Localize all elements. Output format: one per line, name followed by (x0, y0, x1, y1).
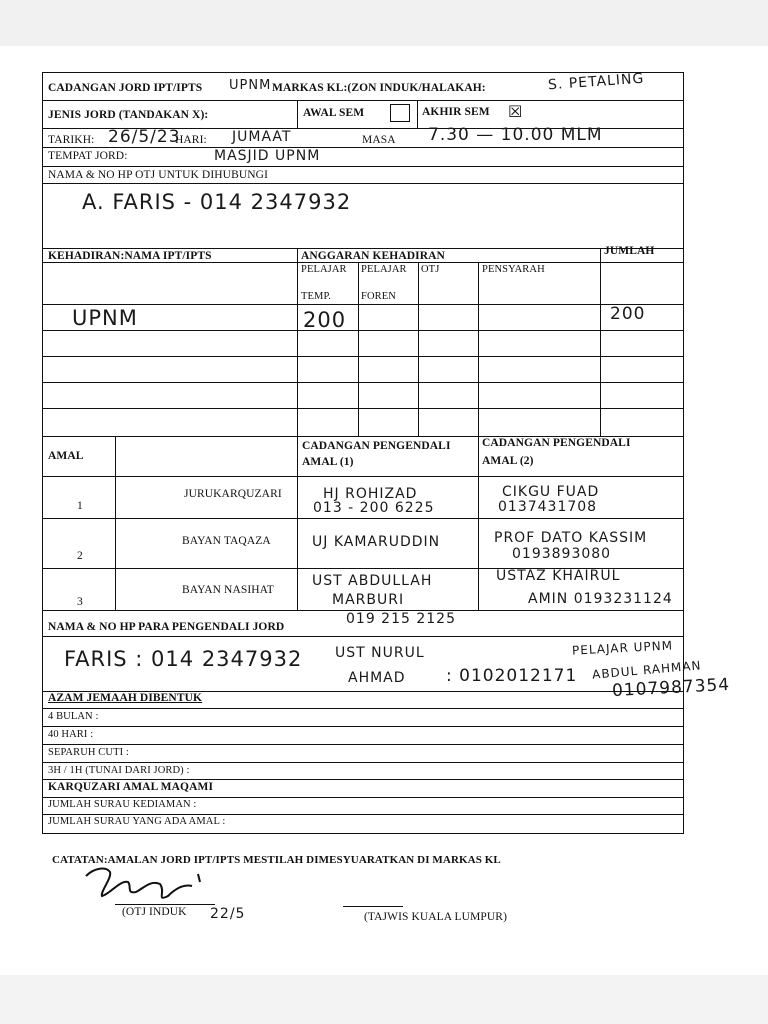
tarikh-label: TARIKH: (48, 134, 95, 146)
amal-row3-p2a: USTAZ KHAIRUL (496, 568, 621, 584)
azam-4-bulan: 4 BULAN : (48, 711, 99, 722)
otj-induk-label: (OTJ INDUK (122, 906, 187, 918)
masa-label: MASA (362, 134, 396, 146)
amal-row1-name: JURUKARQUZARI (184, 488, 282, 500)
title-ipt-handwritten: UPNM (229, 78, 272, 93)
azam-separuh-cuti: SEPARUH CUTI : (48, 747, 129, 758)
akhir-sem-label: AKHIR SEM (422, 106, 490, 118)
amal-row1-p2b: 0137431708 (498, 499, 598, 515)
handler-extra-phone: 019 215 2125 (346, 611, 456, 627)
sub-pelajar-foren-1: PELAJAR (361, 264, 407, 275)
awal-sem-checkbox[interactable] (390, 104, 410, 122)
tajwis-signature-line (343, 906, 403, 907)
pengendali2-header: CADANGAN PENGENDALI (482, 437, 631, 449)
amal-row2-name: BAYAN TAQAZA (182, 535, 271, 547)
attendance-row1-total: 200 (610, 304, 646, 324)
handler-1: FARIS : 014 2347932 (64, 647, 303, 671)
handler-3-name-a: PELAJAR UPNM (571, 638, 674, 658)
amal-row3-no: 3 (77, 596, 83, 608)
handlers-label: NAMA & NO HP PARA PENGENDALI JORD (48, 621, 285, 633)
masa-value: 7.30 — 10.00 MLM (428, 125, 603, 145)
amal-row2-p2b: 0193893080 (512, 546, 612, 562)
tarikh-value: 26/5/23 (108, 127, 181, 147)
form-border (42, 72, 684, 834)
handler-2-name-a: UST NURUL (335, 645, 425, 661)
amal-row1-p2a: CIKGU FUAD (502, 484, 600, 500)
amal-row2-p1a: UJ KAMARUDDIN (312, 534, 441, 550)
title-suffix: MARKAS KL:(ZON INDUK/HALAKAH: (272, 82, 486, 94)
catatan-note: CATATAN:AMALAN JORD IPT/IPTS MESTILAH DIMESYUARATKAN DI MARKAS KL (52, 854, 501, 866)
tempat-value: MASJID UPNM (214, 148, 321, 164)
amal-row1-no: 1 (77, 500, 83, 512)
zone-value: S. PETALING (547, 70, 645, 94)
amal-row1-p1a: HJ ROHIZAD (323, 486, 418, 502)
title-prefix: CADANGAN JORD IPT/IPTS (48, 82, 203, 94)
sub-pelajar-temp-1: PELAJAR (301, 264, 347, 275)
handler-2-phone: : 0102012171 (446, 666, 578, 686)
kehadiran-header: KEHADIRAN:NAMA IPT/IPTS (48, 250, 212, 262)
amal-row2-p2a: PROF DATO KASSIM (494, 530, 648, 546)
otj-induk-signature (80, 862, 220, 906)
handler-2-name-b: AHMAD (348, 670, 406, 686)
amal-row3-p1b: MARBURI (332, 592, 405, 608)
handler-3-phone: 0107987354 (611, 674, 731, 702)
otj-contact-value: A. FARIS - 014 2347932 (82, 190, 352, 214)
tempat-label: TEMPAT JORD: (48, 150, 128, 162)
hari-label: HARI: (175, 134, 207, 146)
amal-header: AMAL (48, 450, 84, 462)
anggaran-header: ANGGARAN KEHADIRAN (301, 250, 445, 262)
tajwis-label: (TAJWIS KUALA LUMPUR) (364, 911, 508, 923)
awal-sem-label: AWAL SEM (303, 107, 365, 119)
jumlah-surau-kediaman: JUMLAH SURAU KEDIAMAN : (48, 799, 197, 810)
pengendali2-header-b: AMAL (2) (482, 455, 534, 467)
sub-pensyarah: PENSYARAH (482, 264, 545, 275)
handler-3-name-b: ABDUL RAHMAN (591, 658, 702, 682)
hari-value: JUMAAT (232, 129, 292, 145)
sub-pelajar-temp-2: TEMP. (301, 291, 331, 302)
karquzari-label: KARQUZARI AMAL MAQAMI (48, 781, 214, 793)
pengendali1-header: CADANGAN PENGENDALI (302, 440, 451, 452)
otj-induk-date: 22/5 (210, 906, 246, 922)
jumlah-header: JUMLAH (604, 245, 655, 257)
azam-40-hari: 40 HARI : (48, 729, 94, 740)
jumlah-surau-ada-amal: JUMLAH SURAU YANG ADA AMAL : (48, 816, 226, 827)
otj-induk-signature-line (115, 904, 215, 905)
azam-label: AZAM JEMAAH DIBENTUK (48, 692, 203, 704)
amal-row3-p1a: UST ABDULLAH (312, 573, 433, 589)
amal-row3-p2b: AMIN 0193231124 (528, 591, 673, 607)
amal-row2-no: 2 (77, 550, 83, 562)
akhir-sem-checkbox[interactable]: ☒ (508, 102, 523, 121)
amal-row3-name: BAYAN NASIHAT (182, 584, 274, 596)
sub-otj: OTJ (421, 264, 440, 275)
pengendali1-header-b: AMAL (1) (302, 456, 354, 468)
attendance-row1-temp: 200 (303, 308, 347, 332)
azam-3h-1h: 3H / 1H (TUNAI DARI JORD) : (48, 765, 190, 776)
otj-contact-label: NAMA & NO HP OTJ UNTUK DIHUBUNGI (48, 169, 268, 181)
sub-pelajar-foren-2: FOREN (361, 291, 396, 302)
attendance-row1-name: UPNM (72, 306, 138, 330)
jenis-jord-label: JENIS JORD (TANDAKAN X): (48, 109, 209, 121)
amal-row1-p1b: 013 - 200 6225 (313, 500, 435, 516)
